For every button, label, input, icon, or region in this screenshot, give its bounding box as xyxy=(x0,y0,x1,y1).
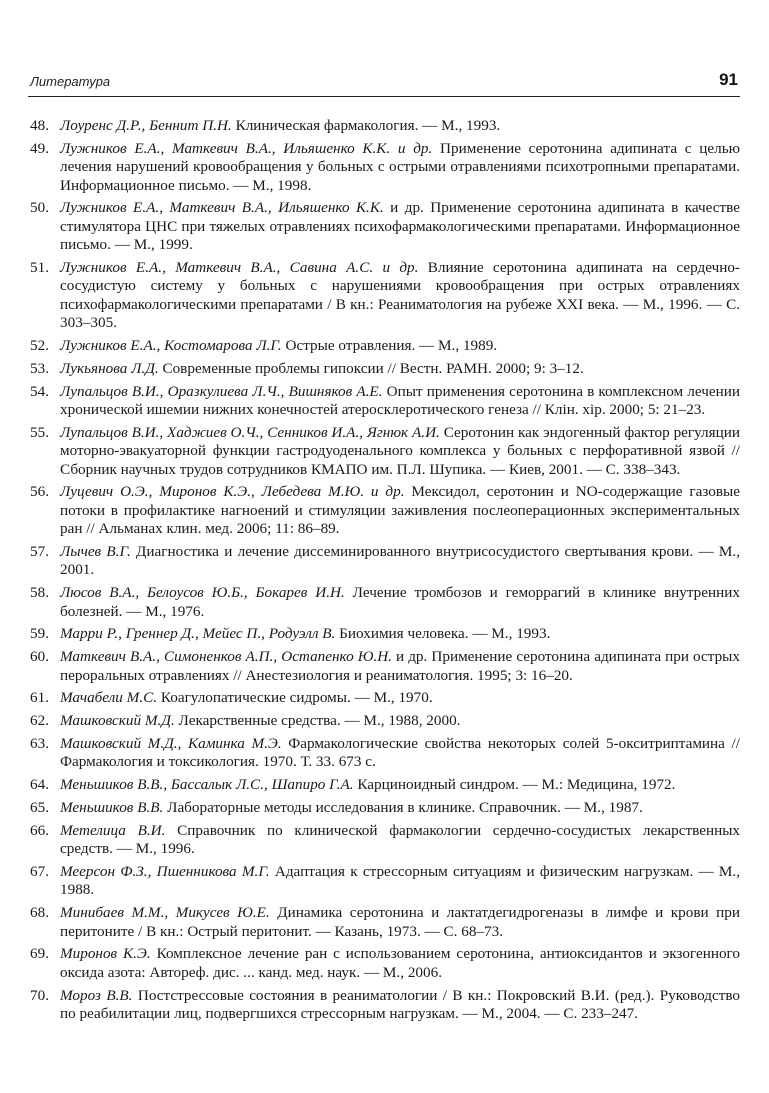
reference-text: и др. Применение серотонина адипината при острых пероральных отравлениях // Анестезиология и реаниматология. 1995; 3: 16–20. xyxy=(60,648,740,684)
page-number: 91 xyxy=(719,70,738,89)
reference-item xyxy=(30,360,740,378)
reference-text: Биохимия человека. — М., 1993. xyxy=(335,625,551,643)
reference-text: Острые отравления. — М., 1989. xyxy=(281,337,498,355)
reference-number: 69. xyxy=(30,945,49,963)
reference-item xyxy=(30,140,740,195)
reference-number: 68. xyxy=(30,904,49,922)
reference-item xyxy=(30,987,740,1024)
reference-number: 62. xyxy=(30,712,49,730)
reference-item xyxy=(30,259,740,333)
reference-authors: Марри Р., Греннер Д., Мейес П., Родуэлл В. xyxy=(60,625,336,643)
reference-authors: Лужников Е.А., Маткевич В.А., Ильяшенко К.К. и др. xyxy=(60,139,433,157)
reference-authors: Маткевич В.А., Симоненков А.П., Остапенко Ю.Н. xyxy=(60,648,392,666)
reference-number: 49. xyxy=(30,139,49,157)
reference-item xyxy=(30,863,740,900)
reference-item xyxy=(30,543,740,580)
reference-text: Лечение тромбозов и геморрагий в клинике внутренних болезней. — М., 1976. xyxy=(60,584,740,620)
reference-authors: Машковский М.Д., Каминка М.Э. xyxy=(60,735,282,753)
reference-authors: Минибаев М.М., Микусев Ю.Е. xyxy=(60,904,270,922)
reference-item xyxy=(30,199,740,254)
reference-list xyxy=(30,117,740,1028)
reference-item xyxy=(30,689,740,707)
reference-item xyxy=(30,584,740,621)
reference-text: Коагулопатические сидромы. — М., 1970. xyxy=(157,689,433,707)
reference-authors: Лужников Е.А., Маткевич В.А., Ильяшенко К.К. xyxy=(60,199,384,217)
reference-item xyxy=(30,822,740,859)
reference-number: 48. xyxy=(30,117,49,134)
reference-authors: Меньшиков В.В. xyxy=(60,799,164,817)
reference-number: 59. xyxy=(30,625,49,643)
reference-authors: Мачабели М.С. xyxy=(60,689,158,707)
reference-item xyxy=(30,904,740,941)
reference-text: Динамика серотонина и лактатдегидрогеназы в лимфе и крови при перитоните / В кн.: Острый перитонит. — Казань, 1973. — С. 68–73. xyxy=(60,904,740,940)
reference-text: Мексидол, серотонин и NO-содержащие газовые потоки в профилактике нагноений и стимуляции заживления послеоперационных экспериментальных ран // Альманах клин. мед. 2006; 11: 86–89. xyxy=(60,483,740,538)
reference-item xyxy=(30,735,740,772)
reference-item xyxy=(30,776,740,794)
reference-text: Диагностика и лечение диссеминированного внутрисосудистого свертывания крови. — М., 2001. xyxy=(60,543,740,579)
reference-item xyxy=(30,483,740,538)
reference-authors: Лоуренс Д.Р., Беннит П.Н. xyxy=(60,117,232,134)
reference-item xyxy=(30,117,740,135)
reference-item xyxy=(30,799,740,817)
reference-number: 51. xyxy=(30,259,49,277)
reference-number: 52. xyxy=(30,337,49,355)
reference-number: 61. xyxy=(30,689,49,707)
reference-number: 66. xyxy=(30,821,49,839)
reference-authors: Меерсон Ф.З., Пшенникова М.Г. xyxy=(60,863,270,881)
reference-authors: Люсов В.А., Белоусов Ю.Б., Бокарев И.Н. xyxy=(60,584,345,602)
reference-text: Серотонин как эндогенный фактор регуляции моторно-эвакуаторной функции гастродуоденального комплекса у больных с перфоративной язвой // Сборник научных трудов сотрудников КМАПО им. П.Л. Шупика. — Киев, 2001. — С. 338–343. xyxy=(60,423,741,478)
reference-text: Лекарственные средства. — М., 1988, 2000. xyxy=(174,712,461,730)
reference-item xyxy=(30,945,740,982)
reference-number: 55. xyxy=(30,423,49,441)
reference-text: Применение серотонина адипината с целью лечения нарушений кровообращения у больных с острыми отравлениями психотропными препаратами. Информационное письмо. — М., 1998. xyxy=(60,139,740,194)
reference-authors: Лупальцов В.И., Хаджиев О.Ч., Сенников И.А., Ягнюк А.И. xyxy=(60,423,440,441)
reference-authors: Меньшиков В.В., Бассалык Л.С., Шапиро Г.А. xyxy=(60,776,354,794)
reference-authors: Лупальцов В.И., Оразкулиева Л.Ч., Вишняков А.Е. xyxy=(60,382,383,400)
reference-number: 70. xyxy=(30,986,49,1004)
reference-authors: Лужников Е.А., Маткевич В.А., Савина А.С. и др. xyxy=(60,259,419,277)
reference-text: Опыт применения серотонина в комплексном лечении хронической ишемии нижних конечностей атеросклеротического генеза // Клін. хір. 2000; 5: 21–23. xyxy=(60,382,741,419)
reference-item xyxy=(30,383,740,420)
reference-text: и др. Применение серотонина адипината в качестве стимулятора ЦНС при тяжелых отравлениях психофармакологическими препаратами. Информационное письмо. — М., 1999. xyxy=(60,199,740,254)
reference-text: Влияние серотонина адипината на сердечно-сосудистую систему у больных с нарушениями кровообращения при острых отравлениях психофармакологическими препаратами / В кн.: Реаниматология на рубеже XXI века. — М., 1996. — С. 303–305. xyxy=(60,259,740,332)
reference-text: Карциноидный синдром. — М.: Медицина, 1972. xyxy=(353,776,676,794)
reference-item xyxy=(30,712,740,730)
reference-number: 60. xyxy=(30,648,49,666)
reference-authors: Лукьянова Л.Д. xyxy=(60,359,159,377)
reference-text: Современные проблемы гипоксии // Вестн. РАМН. 2000; 9: 3–12. xyxy=(158,359,584,377)
reference-authors: Луцевич О.Э., Миронов К.Э., Лебедева М.Ю. и др. xyxy=(60,483,405,501)
reference-number: 54. xyxy=(30,382,49,400)
reference-text: Адаптация к стрессорным ситуациям и физическим нагрузкам. — М., 1988. xyxy=(60,863,741,899)
reference-number: 53. xyxy=(30,359,49,377)
reference-number: 64. xyxy=(30,776,49,794)
running-header xyxy=(28,70,740,97)
reference-authors: Лужников Е.А., Костомарова Л.Г. xyxy=(60,337,282,355)
reference-number: 63. xyxy=(30,735,49,753)
reference-text: Постстрессовые состояния в реаниматологии / В кн.: Покровский В.И. (ред.). Руководство по реабилитации лиц, подвергшихся стрессорным нагрузкам. — М., 2004. — С. 233–247. xyxy=(60,986,740,1023)
reference-number: 58. xyxy=(30,584,49,602)
reference-authors: Лычев В.Г. xyxy=(60,543,131,561)
reference-number: 56. xyxy=(30,483,49,501)
reference-text: Справочник по клинической фармакологии сердечно-сосудистых лекарственных средств. — М., 1996. xyxy=(60,821,740,858)
reference-authors: Машковский М.Д. xyxy=(60,712,175,730)
reference-text: Комплексное лечение ран с использованием серотонина, антиоксидантов и экзогенного оксида азота: Автореф. дис. ... канд. мед. наук. — М., 2006. xyxy=(60,945,740,981)
reference-item xyxy=(30,337,740,355)
reference-text: Фармакологические свойства некоторых солей 5-окситриптамина // Фармакология и токсикология. 1970. Т. 33. 673 с. xyxy=(60,735,740,771)
reference-item xyxy=(30,424,740,479)
reference-item xyxy=(30,648,740,685)
reference-number: 65. xyxy=(30,799,49,817)
reference-number: 50. xyxy=(30,199,49,217)
reference-authors: Мороз В.В. xyxy=(60,986,133,1004)
reference-authors: Миронов К.Э. xyxy=(60,945,151,963)
reference-text: Лабораторные методы исследования в клинике. Справочник. — М., 1987. xyxy=(163,799,643,817)
reference-item xyxy=(30,625,740,643)
reference-authors: Метелица В.И. xyxy=(60,821,166,839)
reference-number: 57. xyxy=(30,543,49,561)
reference-number: 67. xyxy=(30,863,49,881)
section-title: Литература xyxy=(30,74,111,89)
reference-text: Клиническая фармакология. — М., 1993. xyxy=(231,117,501,134)
